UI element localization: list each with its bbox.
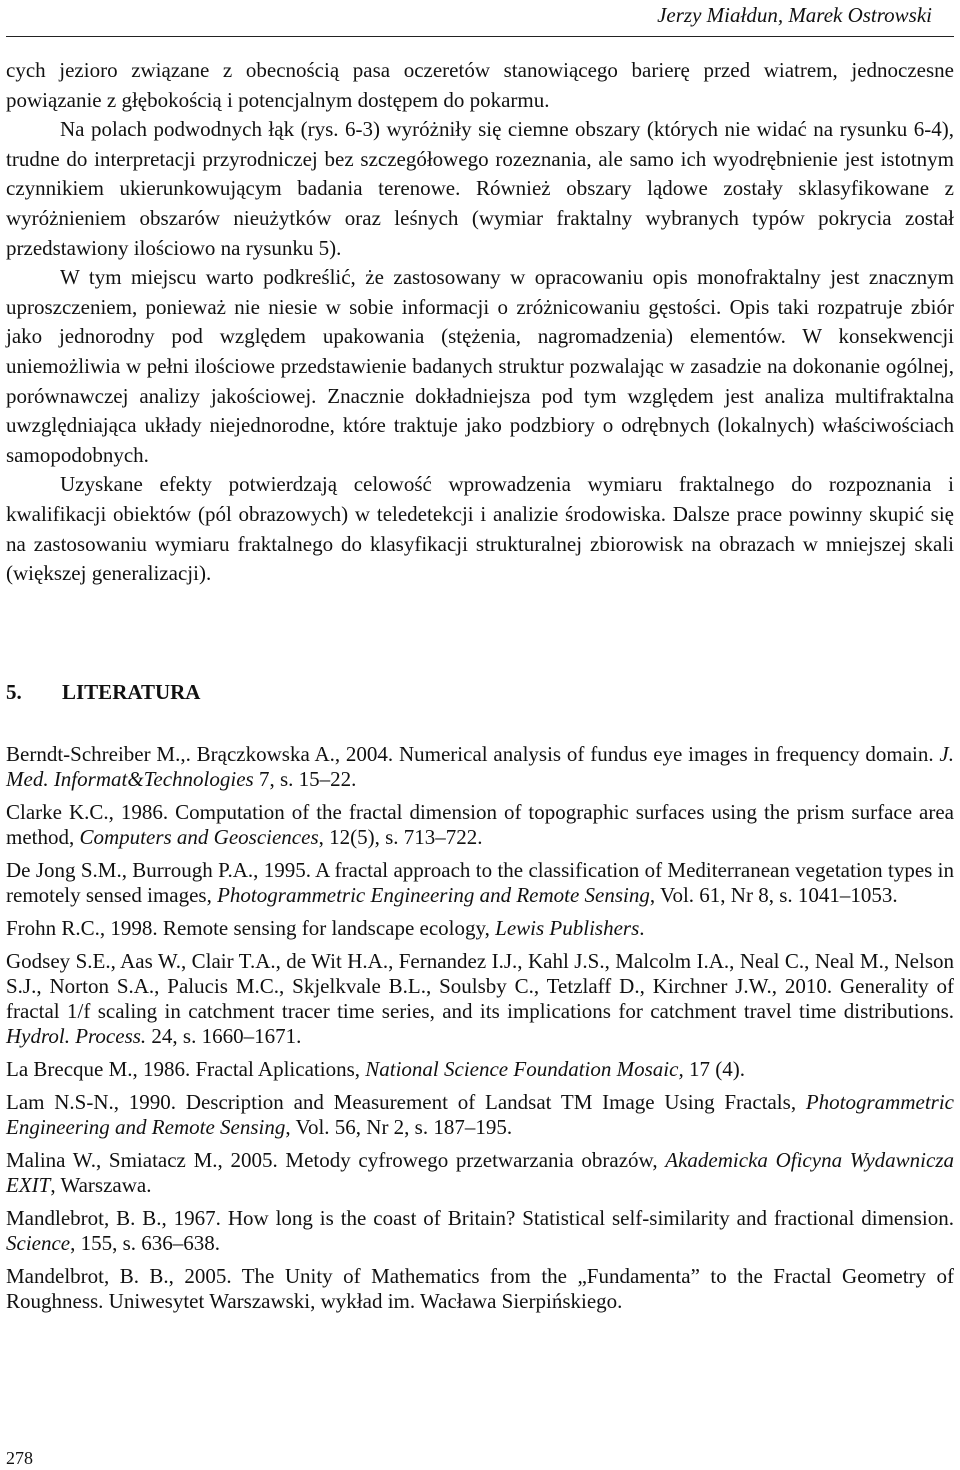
reference-item: Lam N.S-N., 1990. Description and Measurement of Landsat TM Image Using Fractals, Photogrammetric Engineering and Remote Sensing, Vol. 56, Nr 2, s. 187–195. [6, 1090, 954, 1139]
reference-item: De Jong S.M., Burrough P.A., 1995. A fractal approach to the classification of Mediterranean vegetation types in remotely sensed images, Photogrammetric Engineering and Remote Sensing, Vol. 61, Nr 8, s. 1041–1053. [6, 858, 954, 907]
running-head: Jerzy Miałdun, Marek Ostrowski [657, 3, 932, 27]
paragraph: Na polach podwodnych łąk (rys. 6-3) wyróżniły się ciemne obszary (których nie widać na rysunku 6-4), trudne do interpretacji przyrodniczej bez szczegółowego rozeznania, ale samo ich wyodrębnienie jest istotnym czynnikiem ukierunkowującym badania terenowe. Również obszary lądowe zostały sklasyfikowane z wyróżnieniem obszarów nieużytków oraz leśnych (wymiar fraktalny wybranych typów pokrycia został przedstawiony ilościowo na rysunku 5). [6, 117, 954, 260]
page-number: 278 [6, 1448, 33, 1468]
reference-item: Frohn R.C., 1998. Remote sensing for landscape ecology, Lewis Publishers. [6, 916, 645, 940]
reference-item: Godsey S.E., Aas W., Clair T.A., de Wit H.A., Fernandez I.J., Kahl J.S., Malcolm I.A., Neal C., Neal M., Nelson S.J., Norton S.A., Palucis M.C., Skjelkvale B.L., Soulsby C., Tetzlaff D., Kirchner J.W., 2010. Generality of fractal 1/f scaling in catchment tracer time series, and its implications for catchment travel time distributions. Hydrol. Process. 24, s. 1660–1671. [6, 949, 954, 1048]
header-rule [6, 36, 954, 37]
section-number: 5. [6, 680, 22, 704]
reference-item: Berndt-Schreiber M.,. Brączkowska A., 2004. Numerical analysis of fundus eye images in frequency domain. J. Med. Informat&Technologies 7, s. 15–22. [6, 742, 954, 791]
reference-item: Malina W., Smiatacz M., 2005. Metody cyfrowego przetwarzania obrazów, Akademicka Oficyna Wydawnicza EXIT, Warszawa. [6, 1148, 954, 1197]
reference-item: Mandlebrot, B. B., 1967. How long is the coast of Britain? Statistical self-similarity and fractional dimension. Science, 155, s. 636–638. [6, 1206, 954, 1255]
paragraph: cych jezioro związane z obecnością pasa oczeretów stanowiącego barierę przed wiatrem, jednoczesne powiązanie z głębokością i potencjalnym dostępem do pokarmu. [6, 58, 954, 112]
reference-item: Mandelbrot, B. B., 2005. The Unity of Mathematics from the „Fundamenta” to the Fractal Geometry of Roughness. Uniwesytet Warszawski, wykład im. Wacława Sierpińskiego. [6, 1264, 954, 1313]
reference-item: La Brecque M., 1986. Fractal Aplications, National Science Foundation Mosaic, 17 (4). [6, 1057, 745, 1081]
paragraph: Uzyskane efekty potwierdzają celowość wprowadzenia wymiaru fraktalnego do rozpoznania i kwalifikacji obiektów (pól obrazowych) w teledetekcji i analizie środowiska. Dalsze prace powinny skupić się na zastosowaniu wymiaru fraktalnego do klasyfikacji strukturalnej zbiorowisk na obrazach w mniejszej skali (większej generalizacji). [6, 472, 954, 586]
section-title: LITERATURA [62, 680, 201, 704]
body-text [6, 56, 954, 589]
reference-item: Clarke K.C., 1986. Computation of the fractal dimension of topographic surfaces using the prism surface area method, Computers and Geosciences, 12(5), s. 713–722. [6, 800, 954, 849]
reference-list [6, 742, 954, 1322]
section-heading [6, 678, 200, 706]
paragraph: W tym miejscu warto podkreślić, że zastosowany w opracowaniu opis monofraktalny jest znacznym uproszczeniem, ponieważ nie niesie w sobie informacji o zróżnicowaniu gęstości. Opis taki rozpatruje zbiór jako jednorodny pod względem upakowania (stężenia, nagromadzenia) elementów. W konsekwencji uniemożliwia w pełni ilościowe przedstawienie badanych struktur pozwalając w zasadzie na dokonanie ogólnej, porównawczej analizy jakościowej. Znacznie dokładniejsza pod tym względem jest analiza multifraktalna uwzględniająca układy niejednorodne, które traktuje jako podzbiory o odrębnych (lokalnych) właściwościach samopodobnych. [6, 265, 954, 467]
